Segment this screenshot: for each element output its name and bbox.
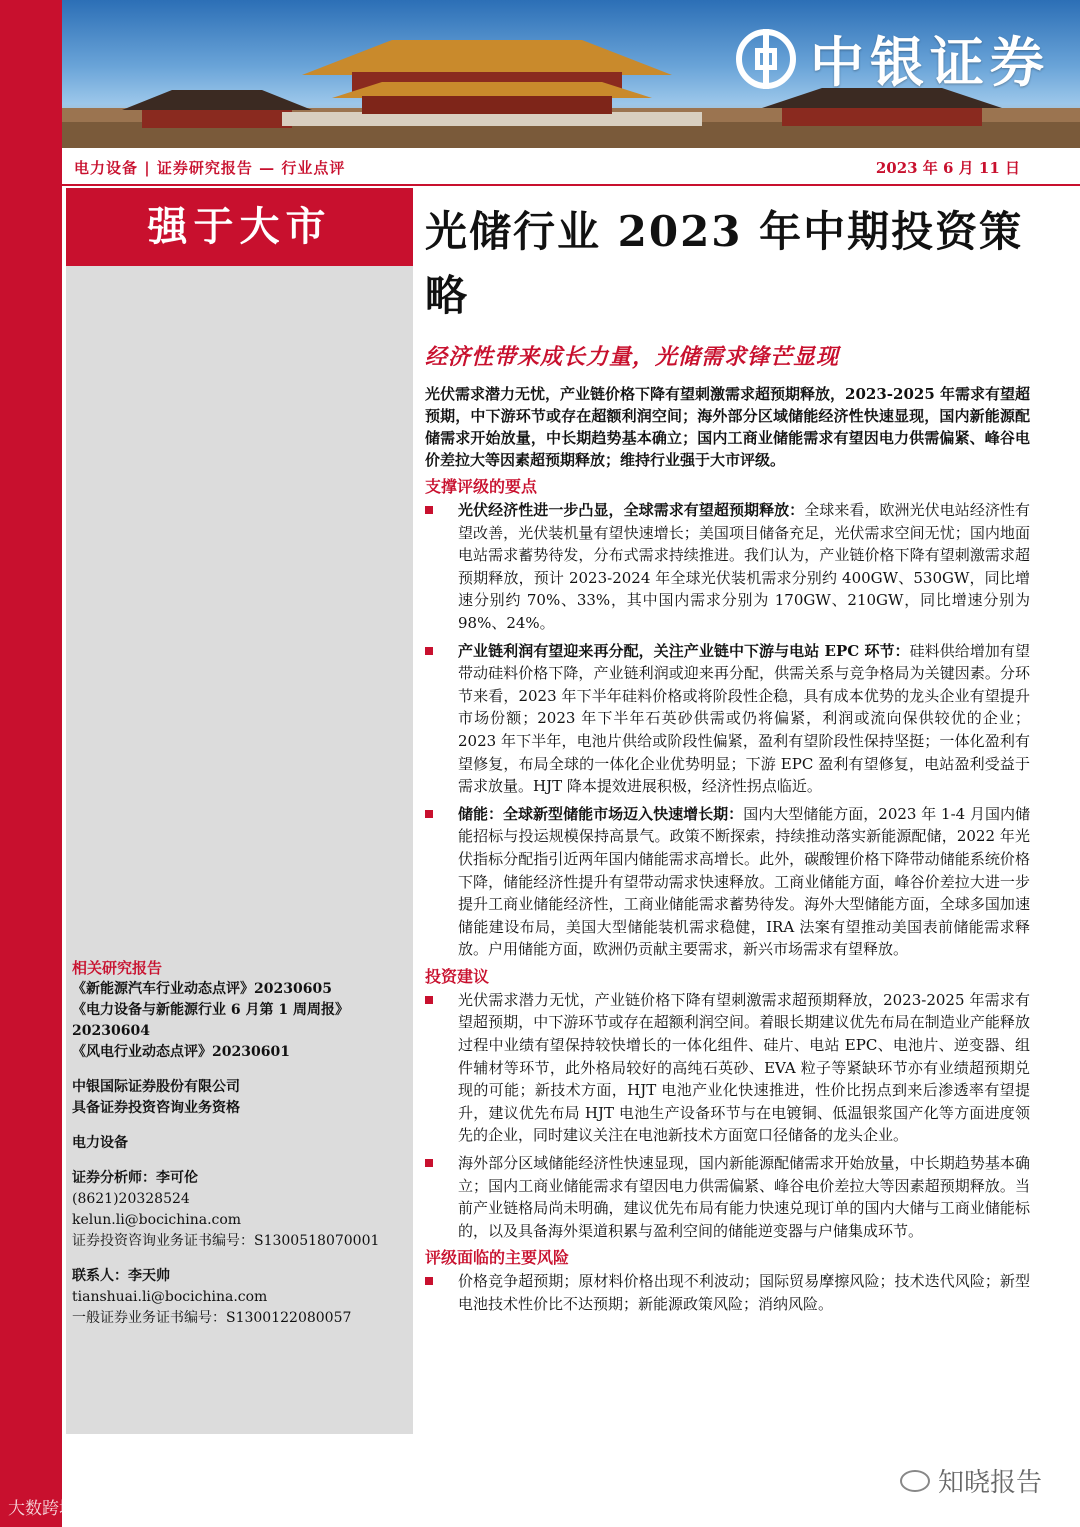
related-report[interactable]: 《风电行业动态点评》20230601 <box>72 1044 290 1060</box>
summary-paragraph: 光伏需求潜力无忧，产业链价格下降有望刺激需求超预期释放，2023-2025 年需求有望超预期，中下游环节或存在超额利润空间；海外部分区域储能经济性快速显现，国内新能源配储需求开始放量，中长期趋势基本确立；国内工商业储能需求有望因电力供需偏紧、峰谷电价差拉大等因素超预期释放；维持行业强于大市评级。 <box>425 385 1030 469</box>
support-item-text: 国内大型储能方面，2023 年 1-4 月国内储能招标与投运规模保持高景气。政策不断探索，持续推动落实新能源配储，2022 年光伏指标分配指引近两年国内储能需求高增长。此外，碳酸锂价格下降带动储能系统价格下降，储能经济性提升有望带动需求快速释放。工商业储能方面，峰谷价差拉大进一步提升工商业储能经济性，工商业储能需求蓄势待发。海外大型储能方面，全球多国加速储能建设布局，美国大型储能装机需求稳健，IRA 法案有望推动美国表前储能需求释放。户用储能方面，欧洲仍贡献主要需求，新兴市场需求有望释放。 <box>458 804 1030 959</box>
invest-item <box>425 1152 1030 1242</box>
analyst-phone: (8621)20328524 <box>72 1191 190 1207</box>
industry-label: 电力设备 <box>72 1135 128 1151</box>
header-banner <box>62 0 1080 148</box>
invest-item-text: 光伏需求潜力无忧，产业链价格下降有望刺激需求超预期释放，2023-2025 年需求有望超预期，中下游环节或存在超额利润空间。着眼长期建议优先布局在制造业产能释放过程中业绩有望保持较快增长的一体化组件、硅片、电站 EPC、电池片、逆变器、组件辅材等环节，此外格局较好的高纯石英砂、EVA 粒子等紧缺环节亦有业绩超预期兑现的可能；新技术方面，HJT 电池产业化快速推进，性价比拐点到来后渗透率有望提升，建议优先布局 HJT 电池生产设备环节与在电镀铜、低温银浆国产化等方面进度领先的企业，同时建议关注在电池新技术方面宽口径储备的龙头企业。 <box>458 990 1030 1145</box>
related-reports-heading: 相关研究报告 <box>72 959 163 977</box>
company-name: 中银国际证券股份有限公司 <box>72 1079 240 1095</box>
wechat-watermark <box>900 1462 1042 1499</box>
bullet-square-icon <box>425 996 433 1004</box>
company-qualification: 具备证券投资咨询业务资格 <box>72 1100 240 1116</box>
invest-item-text: 海外部分区域储能经济性快速显现，国内新能源配储需求开始放量，中长期趋势基本确立；国内工商业储能需求有望因电力供需偏紧、峰谷电价差拉大等因素超预期释放。当前产业链格局尚未明确，建议优先布局有能力快速兑现订单的国内大储与工商业储能标的，以及具备海外渠道积累与盈利空间的储能逆变器与户储集成环节。 <box>458 1154 1030 1240</box>
related-report[interactable]: 《新能源汽车行业动态点评》20230605 <box>72 981 332 997</box>
risk-item-text: 价格竞争超预期；原材料价格出现不利波动；国际贸易摩擦风险；技术迭代风险；新型电池技术性价比不达预期；新能源政策风险；消纳风险。 <box>458 1272 1030 1313</box>
report-title: 光储行业 2023 年中期投资策略 <box>425 207 1024 320</box>
related-report[interactable]: 《电力设备与新能源行业 6 月第 1 周周报》20230604 <box>72 1002 349 1039</box>
support-item <box>425 803 1030 961</box>
invest-heading: 投资建议 <box>425 966 490 986</box>
risk-item <box>425 1270 1030 1315</box>
wechat-icon <box>900 1470 930 1492</box>
contact-email[interactable]: tianshuai.li@bocichina.com <box>72 1289 268 1305</box>
analyst-certificate: 证券投资咨询业务证书编号：S1300518070001 <box>72 1233 380 1249</box>
bullet-square-icon <box>425 810 433 818</box>
analyst-email[interactable]: kelun.li@bocichina.com <box>72 1212 242 1228</box>
support-item-lead: 产业链利润有望迎来再分配，关注产业链中下游与电站 EPC 环节： <box>458 641 910 660</box>
report-subtitle: 经济性带来成长力量，光储需求锋芒显现 <box>425 344 840 370</box>
left-accent-bar <box>0 0 62 1527</box>
support-item-lead: 储能：全球新型储能市场迈入快速增长期： <box>458 804 744 823</box>
support-item <box>425 499 1030 635</box>
report-date: 2023 年 6 月 11 日 <box>875 159 1020 177</box>
rating-badge: 强于大市 <box>66 188 413 266</box>
contact-certificate: 一般证券业务证书编号：S1300122080057 <box>72 1310 352 1326</box>
report-meta-bar <box>62 150 1080 186</box>
invest-item <box>425 989 1030 1147</box>
analyst-name: 证券分析师：李可伦 <box>72 1170 198 1186</box>
risk-heading: 评级面临的主要风险 <box>425 1248 570 1268</box>
bullet-square-icon <box>425 647 433 655</box>
brand-logo <box>736 20 1050 97</box>
boc-logo-icon <box>736 29 796 89</box>
support-item-lead: 光伏经济性进一步凸显，全球需求有望超预期释放： <box>458 501 805 519</box>
support-item-text: 硅料供给增加有望带动硅料价格下降，产业链利润或迎来再分配，供需关系与竞争格局为关键因素。分环节来看，2023 年下半年硅料价格或将阶段性企稳，具有成本优势的龙头企业有望提升市场份额；2023 年下半年石英砂供需或仍将偏紧，利润或流向保供较优的企业；2023 年下半年，电池片供给或阶段性偏紧，盈利有望阶段性保持坚挺；一体化盈利有望修复，布局全球的一体化企业优势明显；下游 EPC 盈利有望修复，电站盈利受益于需求放量。HJT 降本提效进展积极，经济性拐点临近。 <box>458 641 1030 796</box>
watermark-text: 知晓报告 <box>937 1468 1042 1498</box>
report-category: 电力设备 | 证券研究报告 — 行业点评 <box>74 159 346 177</box>
support-item-text: 全球来看，欧洲光伏电站经济性有望改善，光伏装机量有望快速增长；美国项目储备充足，光伏需求空间无忧；国内地面电站需求蓄势待发，分布式需求持续推进。我们认为，产业链价格下降有望刺激需求超预期释放，预计 2023-2024 年全球光伏装机需求分别约 400GW、530GW，同比增速分别约 70%、33%，其中国内需求分别为 170GW、210GW，同比增速分别为 98%、24%。 <box>458 501 1030 632</box>
corner-watermark: 大数跨境 <box>8 1499 76 1519</box>
main-content <box>425 200 1030 1316</box>
support-item <box>425 640 1030 798</box>
brand-name: 中银证券 <box>810 30 1050 94</box>
contact-name: 联系人：李天帅 <box>72 1268 170 1284</box>
bullet-square-icon <box>425 1159 433 1167</box>
sidebar-info <box>72 958 408 1329</box>
support-heading: 支撑评级的要点 <box>425 477 538 496</box>
bullet-square-icon <box>425 1277 433 1285</box>
bullet-square-icon <box>425 506 433 514</box>
